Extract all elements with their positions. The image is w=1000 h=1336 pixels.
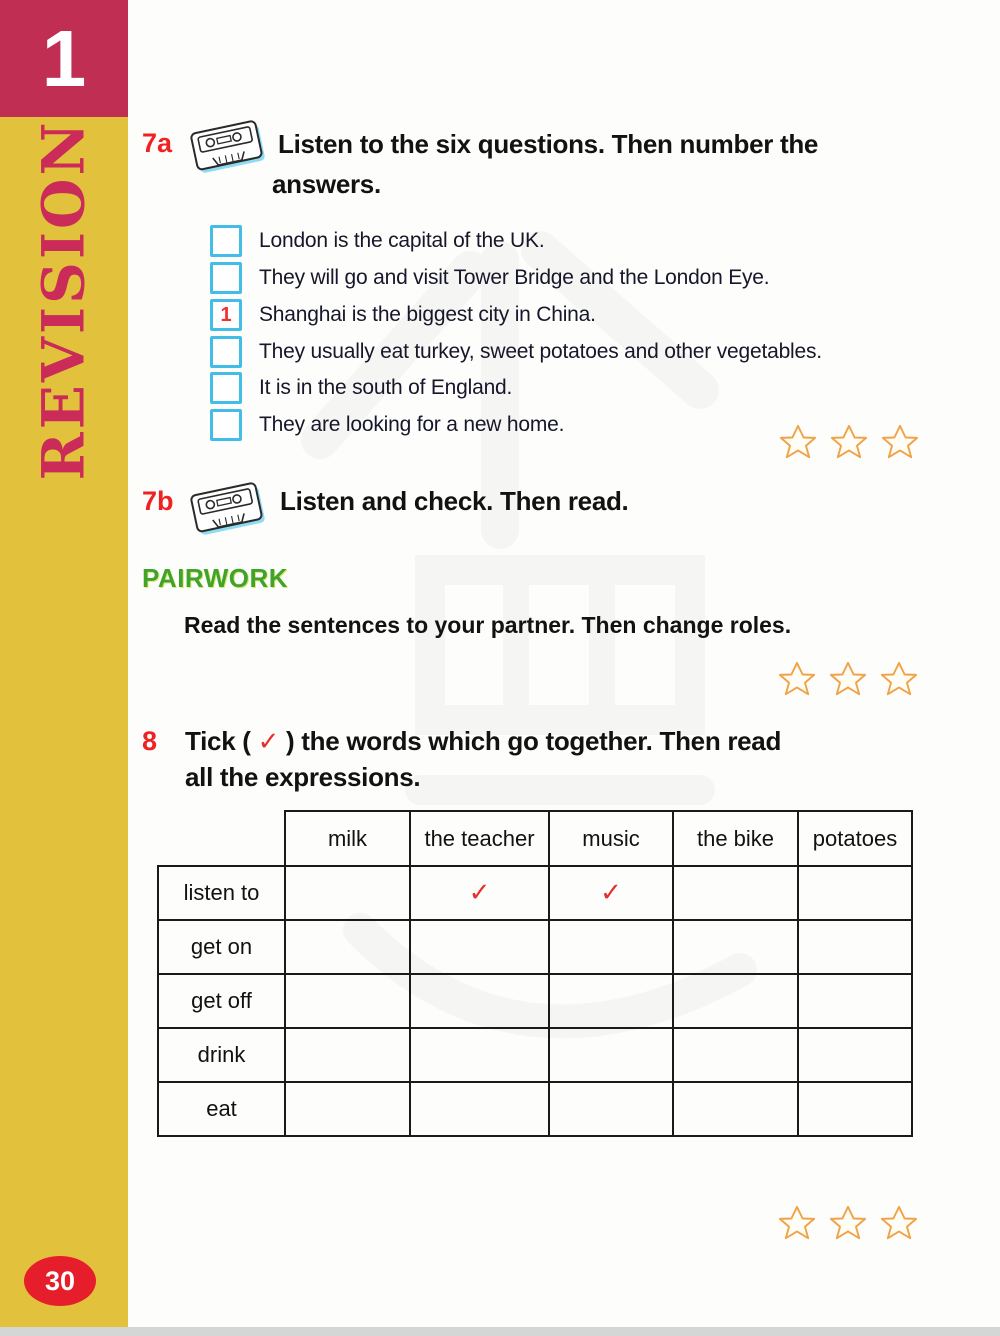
answer-checkbox[interactable]: 1	[210, 299, 242, 331]
table-cell[interactable]	[798, 920, 912, 974]
table-cell[interactable]: ✓	[549, 866, 673, 920]
answer-sentence: They are looking for a new home.	[259, 413, 565, 436]
table-cell[interactable]	[673, 1082, 798, 1136]
answer-item	[210, 372, 512, 404]
answer-sentence: They usually eat turkey, sweet potatoes and other vegetables.	[259, 340, 822, 363]
answer-item	[210, 336, 822, 368]
column-header: potatoes	[798, 811, 912, 866]
column-header: the teacher	[410, 811, 549, 866]
table-cell[interactable]	[285, 866, 410, 920]
exercise-8-number: 8	[142, 726, 158, 756]
answer-sentence: It is in the south of England.	[259, 376, 513, 399]
table-cell[interactable]: ✓	[410, 866, 549, 920]
table-cell[interactable]	[673, 920, 798, 974]
table-cell[interactable]	[673, 866, 798, 920]
page-number-badge	[24, 1256, 96, 1306]
star-icon	[881, 423, 919, 463]
instruction-suffix: ) the words which go together. Then read	[286, 726, 782, 756]
stars-rating	[778, 1204, 918, 1244]
revision-label: REVISION	[30, 119, 99, 481]
table-cell[interactable]	[285, 974, 410, 1028]
star-icon	[829, 1204, 867, 1244]
stars-rating	[778, 660, 918, 700]
table-cell[interactable]	[798, 1082, 912, 1136]
table-row	[158, 974, 912, 1028]
unit-number-box	[0, 0, 128, 117]
table-cell[interactable]	[673, 974, 798, 1028]
answer-checkbox[interactable]	[210, 409, 242, 441]
table-cell[interactable]	[549, 1082, 673, 1136]
cassette-icon	[188, 113, 268, 177]
column-header: the bike	[673, 811, 798, 866]
answer-checkbox[interactable]	[210, 225, 242, 257]
instruction-prefix: Tick (	[185, 726, 251, 756]
table-corner	[158, 811, 285, 866]
words-table	[157, 810, 913, 1137]
star-icon	[880, 1204, 918, 1244]
exercise-7a-instruction-line2: answers.	[272, 169, 381, 199]
table-cell[interactable]	[410, 920, 549, 974]
revision-label-wrap	[0, 119, 128, 481]
page-edge	[0, 1327, 1000, 1336]
row-label: drink	[158, 1028, 285, 1082]
answer-checkbox[interactable]	[210, 372, 242, 404]
pairwork-instruction: Read the sentences to your partner. Then change roles.	[184, 612, 792, 638]
star-icon	[880, 660, 918, 700]
exercise-7a-instruction-line1: Listen to the six questions. Then number the	[278, 129, 819, 159]
column-header: music	[549, 811, 673, 866]
cassette-icon	[188, 475, 268, 539]
table-cell[interactable]	[673, 1028, 798, 1082]
star-icon	[779, 423, 817, 463]
star-icon	[830, 423, 868, 463]
table-cell[interactable]	[410, 1082, 549, 1136]
page-number: 30	[44, 1265, 76, 1296]
exercise-8-instruction-line2: all the expressions.	[185, 762, 421, 792]
column-header: milk	[285, 811, 410, 866]
table-row	[158, 866, 912, 920]
answer-sentence: Shanghai is the biggest city in China.	[259, 303, 596, 326]
row-label: listen to	[158, 866, 285, 920]
row-label: get off	[158, 974, 285, 1028]
table-row	[158, 920, 912, 974]
answer-item	[210, 225, 544, 257]
row-label: eat	[158, 1082, 285, 1136]
answer-sentence: London is the capital of the UK.	[259, 229, 545, 252]
answer-item	[210, 262, 769, 294]
star-icon	[778, 660, 816, 700]
answer-checkbox[interactable]	[210, 336, 242, 368]
table-cell[interactable]	[285, 920, 410, 974]
exercise-7b-instruction: Listen and check. Then read.	[280, 486, 629, 516]
unit-number: 1	[41, 13, 87, 103]
table-cell[interactable]	[285, 1028, 410, 1082]
table-row	[158, 1028, 912, 1082]
exercise-7a-number: 7a	[142, 128, 173, 158]
table-cell[interactable]	[410, 1028, 549, 1082]
exercise-8-instruction-line1	[185, 726, 781, 757]
tick-icon: ✓	[257, 727, 280, 757]
star-icon	[829, 660, 867, 700]
table-cell[interactable]	[549, 974, 673, 1028]
row-label: get on	[158, 920, 285, 974]
table-cell[interactable]	[798, 974, 912, 1028]
table-row	[158, 1082, 912, 1136]
table-cell[interactable]	[798, 1028, 912, 1082]
star-icon	[778, 1204, 816, 1244]
stars-rating	[779, 423, 919, 463]
table-cell[interactable]	[549, 920, 673, 974]
table-cell[interactable]	[549, 1028, 673, 1082]
table-cell[interactable]	[410, 974, 549, 1028]
answer-checkbox[interactable]	[210, 262, 242, 294]
exercise-7b-number: 7b	[142, 486, 174, 516]
table-cell[interactable]	[285, 1082, 410, 1136]
table-cell[interactable]	[798, 866, 912, 920]
pairwork-title: PAIRWORK	[142, 563, 289, 593]
answer-item	[210, 299, 596, 331]
answer-item	[210, 409, 564, 441]
answer-sentence: They will go and visit Tower Bridge and the London Eye.	[259, 266, 770, 289]
